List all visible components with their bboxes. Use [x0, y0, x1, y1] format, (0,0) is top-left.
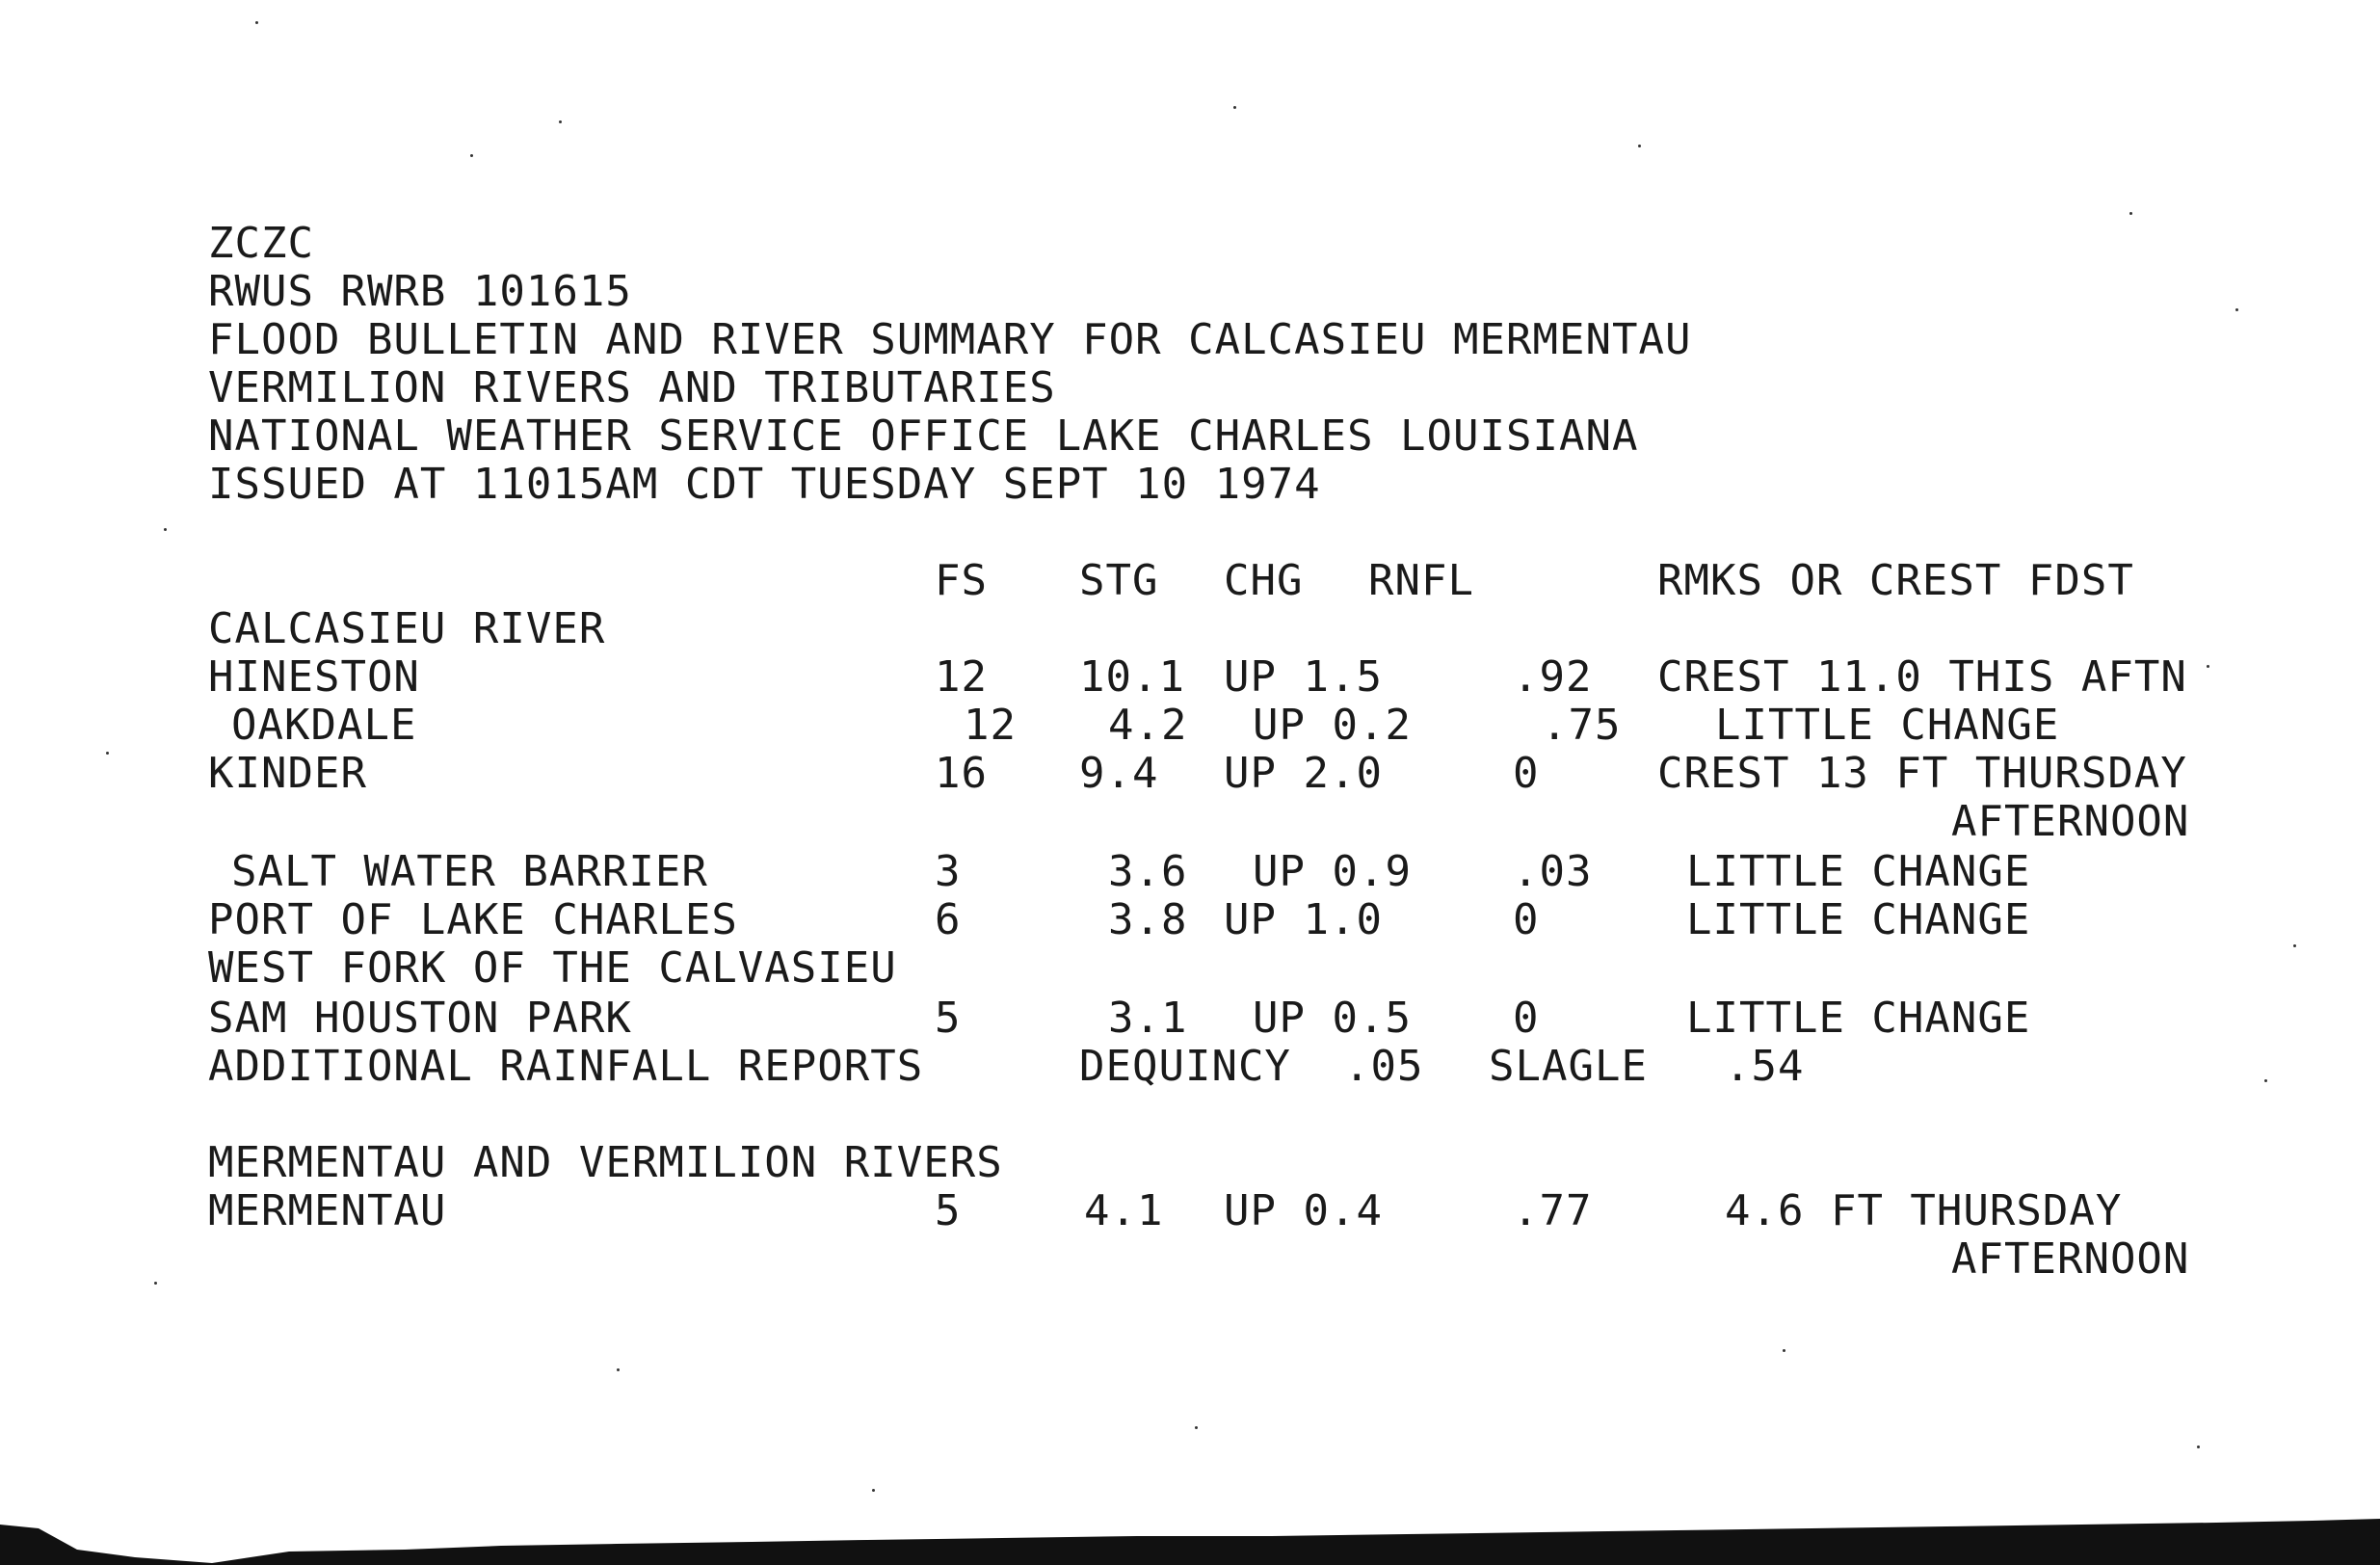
row-stg-hineston: 10.1 [1079, 652, 1185, 702]
row-fs-hineston: 12 [935, 652, 988, 702]
row-name-hineston: HINESTON [208, 652, 420, 702]
header-line-zczc: ZCZC [208, 219, 314, 268]
additional-rainfall-dequincy-value: .05 [1344, 1042, 1424, 1091]
row-chg-mermentau: UP 0.4 [1224, 1186, 1383, 1235]
row-stg-mermentau: 4.1 [1084, 1186, 1164, 1235]
scan-speck [470, 154, 473, 157]
row-rnfl-saltwater: .03 [1513, 847, 1593, 896]
row-chg-samhouston: UP 0.5 [1253, 994, 1412, 1043]
additional-rainfall-label: ADDITIONAL RAINFALL REPORTS [208, 1042, 924, 1091]
row-fs-kinder: 16 [935, 749, 988, 798]
row-name-kinder: KINDER [208, 749, 367, 798]
scan-speck [559, 120, 562, 123]
scan-speck [1233, 106, 1236, 109]
header-line-title-cont: VERMILION RIVERS AND TRIBUTARIES [208, 363, 1056, 412]
header-line-title: FLOOD BULLETIN AND RIVER SUMMARY FOR CALCASIEU MERMENTAU [208, 315, 1692, 364]
header-line-issued: ISSUED AT 11015AM CDT TUESDAY SEPT 10 1974 [208, 460, 1321, 509]
section-calcasieu: CALCASIEU RIVER [208, 604, 606, 653]
row-rmk-samhouston: LITTLE CHANGE [1686, 994, 2031, 1043]
row-fs-portlc: 6 [935, 895, 962, 944]
row-stg-portlc: 3.8 [1108, 895, 1188, 944]
scan-speck [617, 1368, 620, 1371]
row-rnfl-oakdale: .75 [1542, 701, 1622, 750]
column-header-fs: FS [935, 556, 988, 605]
scan-speck [872, 1489, 875, 1492]
row-rmk-oakdale: LITTLE CHANGE [1715, 701, 2060, 750]
row-rnfl-kinder: 0 [1513, 749, 1540, 798]
header-line-office: NATIONAL WEATHER SERVICE OFFICE LAKE CHARLES LOUISIANA [208, 411, 1639, 461]
additional-rainfall-dequincy-name: DEQUINCY [1079, 1042, 1291, 1091]
row-stg-samhouston: 3.1 [1108, 994, 1188, 1043]
row-name-portlc: PORT OF LAKE CHARLES [208, 895, 738, 944]
scan-bottom-edge [0, 1507, 2380, 1565]
row-rmk-hineston: CREST 11.0 THIS AFTN [1657, 652, 2187, 702]
scan-speck [164, 528, 167, 531]
row-chg-oakdale: UP 0.2 [1253, 701, 1412, 750]
row-stg-saltwater: 3.6 [1108, 847, 1188, 896]
scan-speck [1638, 145, 1641, 147]
scan-speck [2235, 308, 2238, 311]
column-header-stg: STG [1079, 556, 1159, 605]
row-rnfl-samhouston: 0 [1513, 994, 1540, 1043]
additional-rainfall-slagle-name: SLAGLE [1489, 1042, 1648, 1091]
row-name-saltwater: SALT WATER BARRIER [231, 847, 708, 896]
scan-speck [2207, 665, 2209, 668]
scan-speck [106, 752, 109, 755]
scan-speck [255, 21, 258, 24]
scan-speck [154, 1282, 157, 1285]
row-rmk-portlc: LITTLE CHANGE [1686, 895, 2031, 944]
row-fs-saltwater: 3 [935, 847, 962, 896]
row-chg-portlc: UP 1.0 [1224, 895, 1383, 944]
scan-speck [1783, 1349, 1785, 1352]
scan-speck [1195, 1426, 1198, 1429]
row-rmk2-kinder: AFTERNOON [1951, 797, 2190, 846]
scan-speck [2129, 212, 2132, 215]
row-fs-oakdale: 12 [964, 701, 1017, 750]
row-chg-kinder: UP 2.0 [1224, 749, 1383, 798]
row-rmk2-mermentau: AFTERNOON [1951, 1234, 2190, 1284]
row-chg-saltwater: UP 0.9 [1253, 847, 1412, 896]
column-header-chg: CHG [1224, 556, 1304, 605]
row-name-mermentau: MERMENTAU [208, 1186, 447, 1235]
row-rmk-mermentau: 4.6 FT THURSDAY [1725, 1186, 2123, 1235]
scan-speck [2264, 1079, 2267, 1082]
section-mermentau-vermilion: MERMENTAU AND VERMILION RIVERS [208, 1138, 1003, 1187]
section-west-fork: WEST FORK OF THE CALVASIEU [208, 943, 897, 993]
row-fs-samhouston: 5 [935, 994, 962, 1043]
column-header-rnfl: RNFL [1368, 556, 1474, 605]
row-fs-mermentau: 5 [935, 1186, 962, 1235]
row-name-oakdale: OAKDALE [231, 701, 417, 750]
additional-rainfall-slagle-value: .54 [1725, 1042, 1805, 1091]
row-rnfl-portlc: 0 [1513, 895, 1540, 944]
row-stg-oakdale: 4.2 [1108, 701, 1188, 750]
row-rnfl-mermentau: .77 [1513, 1186, 1593, 1235]
row-rmk-kinder: CREST 13 FT THURSDAY [1657, 749, 2187, 798]
scan-speck [2293, 944, 2296, 947]
row-rmk-saltwater: LITTLE CHANGE [1686, 847, 2031, 896]
header-line-id: RWUS RWRB 101615 [208, 267, 632, 316]
row-rnfl-hineston: .92 [1513, 652, 1593, 702]
row-stg-kinder: 9.4 [1079, 749, 1159, 798]
scan-speck [2197, 1446, 2200, 1448]
row-name-samhouston: SAM HOUSTON PARK [208, 994, 632, 1043]
row-chg-hineston: UP 1.5 [1224, 652, 1383, 702]
column-header-rmks: RMKS OR CREST FDST [1657, 556, 2134, 605]
